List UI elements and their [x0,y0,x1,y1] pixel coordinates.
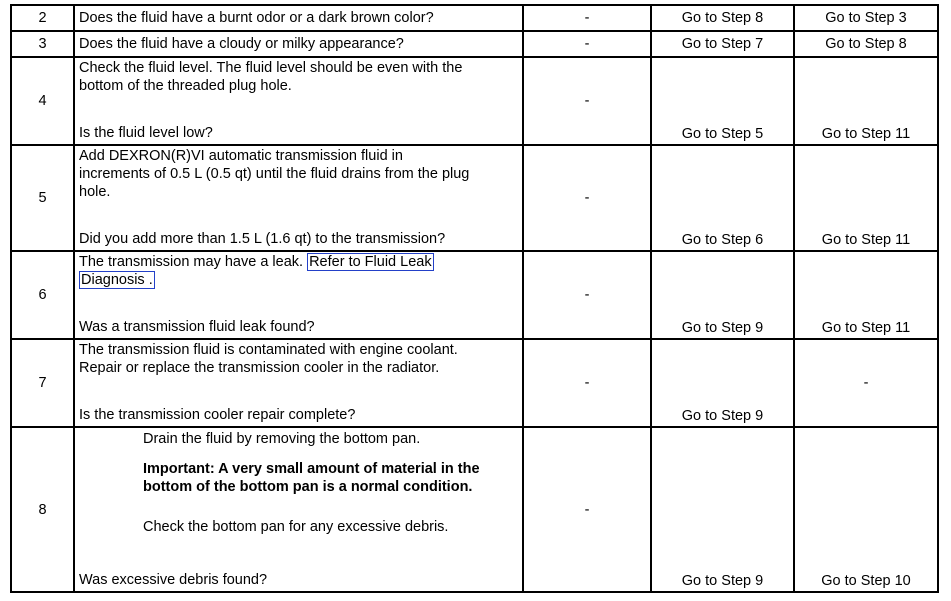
step-number: 4 [11,57,74,145]
step-value: - [523,5,651,31]
step-value: - [523,57,651,145]
step-no: Go to Step 11 [794,145,938,251]
step-no: - [794,339,938,427]
step-action: Does the fluid have a cloudy or milky appearance? [74,31,523,57]
step-yes: Go to Step 9 [651,427,794,592]
step-question: Was excessive debris found? [79,572,268,588]
diagnosis-link-label: Diagnosis [81,272,145,288]
important-note: Important: A very small amount of material in the [143,461,480,477]
step-no: Go to Step 11 [794,251,938,339]
step-value: - [523,339,651,427]
step-action [74,339,523,427]
action-text: Check the fluid level. The fluid level should be even with the [79,60,463,76]
action-text: Add DEXRON(R)VI automatic transmission fluid in [79,148,403,164]
step-number: 5 [11,145,74,251]
step-yes: Go to Step 9 [651,339,794,427]
action-text: Check the bottom pan for any excessive debris. [143,519,449,535]
step-value: - [523,31,651,57]
step-number: 8 [11,427,74,592]
step-yes: Go to Step 5 [651,57,794,145]
diagnosis-link[interactable] [79,271,155,289]
step-yes: Go to Step 6 [651,145,794,251]
step-question: Did you add more than 1.5 L (1.6 qt) to the transmission? [79,231,446,247]
table-row [11,145,938,251]
step-action [74,57,523,145]
step-value: - [523,427,651,592]
step-action [74,427,523,592]
action-text: bottom of the threaded plug hole. [79,78,292,94]
step-no: Go to Step 3 [794,5,938,31]
step-number: 3 [11,31,74,57]
step-question: Is the fluid level low? [79,125,213,141]
step-question: Is the transmission cooler repair complete? [79,407,356,423]
step-number: 7 [11,339,74,427]
table-row [11,339,938,427]
action-text: The transmission fluid is contaminated with engine coolant. [79,342,458,358]
step-yes: Go to Step 7 [651,31,794,57]
fluid-leak-link[interactable]: Refer to Fluid Leak [309,254,432,270]
step-yes: Go to Step 8 [651,5,794,31]
table-row [11,251,938,339]
step-number: 6 [11,251,74,339]
action-text: Repair or replace the transmission cooler in the radiator. [79,360,440,376]
step-action [74,251,523,339]
step-value: - [523,251,651,339]
action-text: hole. [79,184,111,200]
table-row [11,31,938,57]
step-yes: Go to Step 9 [651,251,794,339]
step-question: Was a transmission fluid leak found? [79,319,315,335]
diagnostic-table [10,4,939,593]
step-no: Go to Step 8 [794,31,938,57]
step-no: Go to Step 10 [794,427,938,592]
step-number: 2 [11,5,74,31]
important-note: bottom of the bottom pan is a normal condition. [143,479,473,495]
action-text: The transmission may have a leak. [79,254,304,270]
link-tail: . [148,272,153,288]
step-action: Does the fluid have a burnt odor or a dark brown color? [74,5,523,31]
table-row [11,5,938,31]
step-action [74,145,523,251]
action-text: increments of 0.5 L (0.5 qt) until the fluid drains from the plug [79,166,470,182]
table-row [11,427,938,592]
table-row [11,57,938,145]
step-no: Go to Step 11 [794,57,938,145]
action-text: Drain the fluid by removing the bottom pan. [143,431,421,447]
step-value: - [523,145,651,251]
